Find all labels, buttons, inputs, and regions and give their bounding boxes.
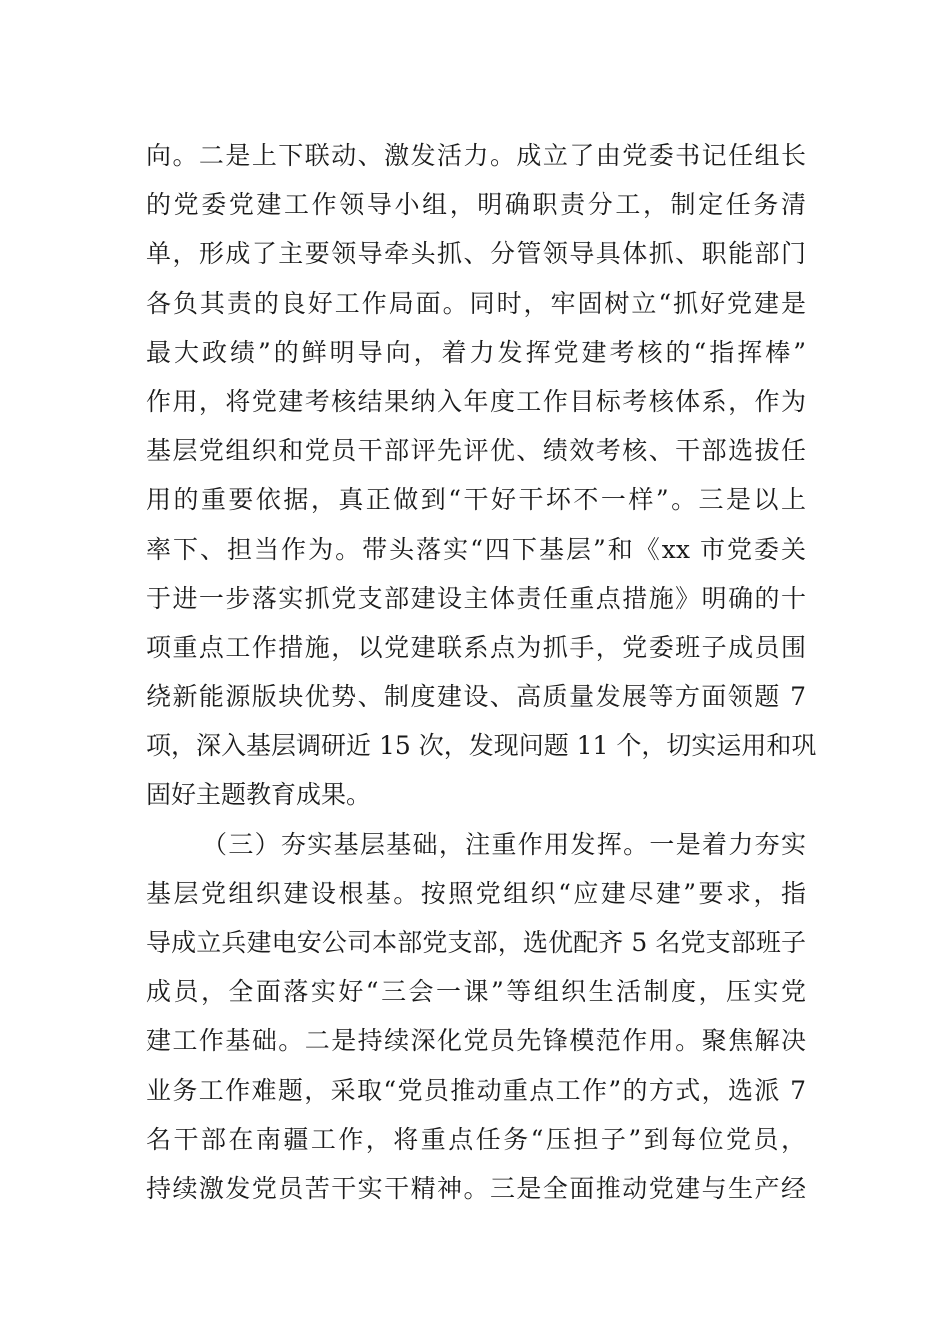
text-line: 最大政绩”的鲜明导向，着力发挥党建考核的“指挥棒” [146, 337, 806, 367]
text-line: 导成立兵建电安公司本部党支部，选优配齐 5 名党支部班子 [146, 928, 806, 957]
text-line: 的党委党建工作领导小组，明确职责分工，制定任务清 [146, 190, 806, 220]
text-line: 项重点工作措施，以党建联系点为抓手，党委班子成员围 [146, 632, 806, 662]
text-line: 单，形成了主要领导牵头抓、分管领导具体抓、职能部门 [146, 239, 806, 269]
text-line: 名干部在南疆工作，将重点任务“压担子”到每位党员， [146, 1124, 806, 1154]
text-line: 成员，全面落实好“三会一课”等组织生活制度，压实党 [146, 977, 806, 1007]
text-line: 用的重要依据，真正做到“干好干坏不一样”。三是以上 [146, 485, 806, 515]
text-line: 率下、担当作为。带头落实“四下基层”和《xx 市党委关 [146, 534, 806, 564]
text-line: 于进一步落实抓党支部建设主体责任重点措施》明确的十 [146, 583, 806, 613]
text-line: 基层党组织和党员干部评先评优、绩效考核、干部选拔任 [146, 436, 806, 466]
body-text [146, 131, 817, 1213]
paragraph-end-line: 固好主题教育成果。 [146, 780, 372, 810]
text-line: 项，深入基层调研近 15 次，发现问题 11 个，切实运用和巩 [146, 731, 817, 761]
text-line: 作用，将党建考核结果纳入年度工作目标考核体系，作为 [146, 386, 806, 416]
text-line: 向。二是上下联动、激发活力。成立了由党委书记任组长 [146, 141, 806, 170]
text-line: 持续激发党员苦干实干精神。三是全面推动党建与生产经 [146, 1173, 806, 1203]
text-line: 业务工作难题，采取“党员推动重点工作”的方式，选派 7 [146, 1075, 806, 1105]
section-heading-line: （三）夯实基层基础，注重作用发挥。一是着力夯实 [202, 829, 806, 859]
text-line: 建工作基础。二是持续深化党员先锋模范作用。聚焦解决 [146, 1026, 806, 1056]
text-line: 基层党组织建设根基。按照党组织“应建尽建”要求，指 [146, 878, 806, 908]
text-line: 绕新能源版块优势、制度建设、高质量发展等方面领题 7 [146, 682, 806, 712]
text-line: 各负其责的良好工作局面。同时，牢固树立“抓好党建是 [146, 288, 806, 318]
